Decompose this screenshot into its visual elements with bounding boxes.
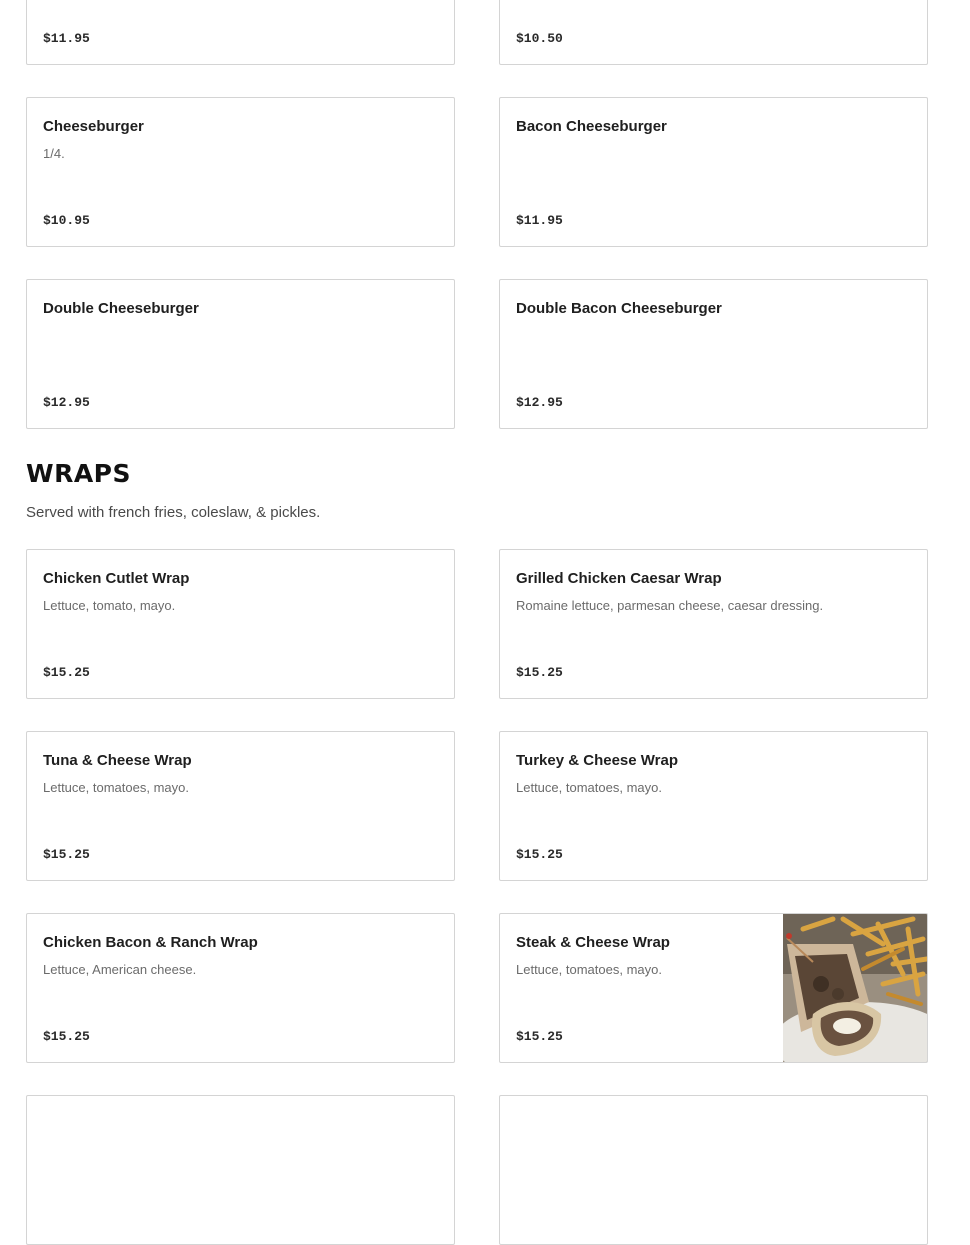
item-description: 1/4. <box>43 146 65 161</box>
section-description: Served with french fries, coleslaw, & pickles. <box>26 504 321 521</box>
item-name: Double Bacon Cheeseburger <box>516 300 722 317</box>
item-price: $15.25 <box>43 1029 90 1044</box>
menu-item-card-steak-cheese-wrap[interactable] <box>499 913 928 1063</box>
item-name: Turkey & Cheese Wrap <box>516 752 679 769</box>
item-name: Cheeseburger <box>43 118 144 135</box>
menu-item-card-double-bacon-cheeseburger[interactable] <box>499 279 928 429</box>
item-name: Double Cheeseburger <box>43 300 199 317</box>
menu-item-card[interactable] <box>499 1095 928 1245</box>
item-name: Bacon Cheeseburger <box>516 118 667 135</box>
menu-item-card[interactable] <box>26 1095 455 1245</box>
menu-item-card-bacon-cheeseburger[interactable] <box>499 97 928 247</box>
item-name: Tuna & Cheese Wrap <box>43 752 192 769</box>
item-description: Lettuce, American cheese. <box>43 962 197 977</box>
item-description: Lettuce, tomatoes, mayo. <box>43 780 189 795</box>
item-price: $11.95 <box>43 31 90 46</box>
steak-wrap-photo <box>783 914 927 1062</box>
menu-item-card-chicken-cutlet-wrap[interactable] <box>26 549 455 699</box>
item-price: $15.25 <box>43 847 90 862</box>
item-name: Chicken Bacon & Ranch Wrap <box>43 934 258 951</box>
item-price: $15.25 <box>43 665 90 680</box>
menu-item-card-double-cheeseburger[interactable] <box>26 279 455 429</box>
menu-item-card-turkey-cheese-wrap[interactable] <box>499 731 928 881</box>
item-price: $12.95 <box>43 395 90 410</box>
section-title-wraps: WRAPS <box>26 459 132 488</box>
item-price: $10.50 <box>516 31 563 46</box>
item-price: $12.95 <box>516 395 563 410</box>
item-name: Grilled Chicken Caesar Wrap <box>516 570 722 587</box>
menu-item-card[interactable] <box>499 0 928 65</box>
menu-item-card[interactable] <box>26 0 455 65</box>
item-name: Chicken Cutlet Wrap <box>43 570 190 587</box>
item-description: Lettuce, tomatoes, mayo. <box>516 962 662 977</box>
item-description: Romaine lettuce, parmesan cheese, caesar dressing. <box>516 598 824 613</box>
menu-item-card-tuna-cheese-wrap[interactable] <box>26 731 455 881</box>
item-price: $15.25 <box>516 847 563 862</box>
item-name: Steak & Cheese Wrap <box>516 934 670 951</box>
menu-item-card-cheeseburger[interactable] <box>26 97 455 247</box>
item-description: Lettuce, tomato, mayo. <box>43 598 176 613</box>
menu-item-card-chicken-bacon-ranch-wrap[interactable] <box>26 913 455 1063</box>
item-price: $10.95 <box>43 213 90 228</box>
item-description: Lettuce, tomatoes, mayo. <box>516 780 662 795</box>
item-price: $15.25 <box>516 665 563 680</box>
menu-item-card-grilled-chicken-caesar-wrap[interactable] <box>499 549 928 699</box>
item-price: $15.25 <box>516 1029 563 1044</box>
item-price: $11.95 <box>516 213 563 228</box>
